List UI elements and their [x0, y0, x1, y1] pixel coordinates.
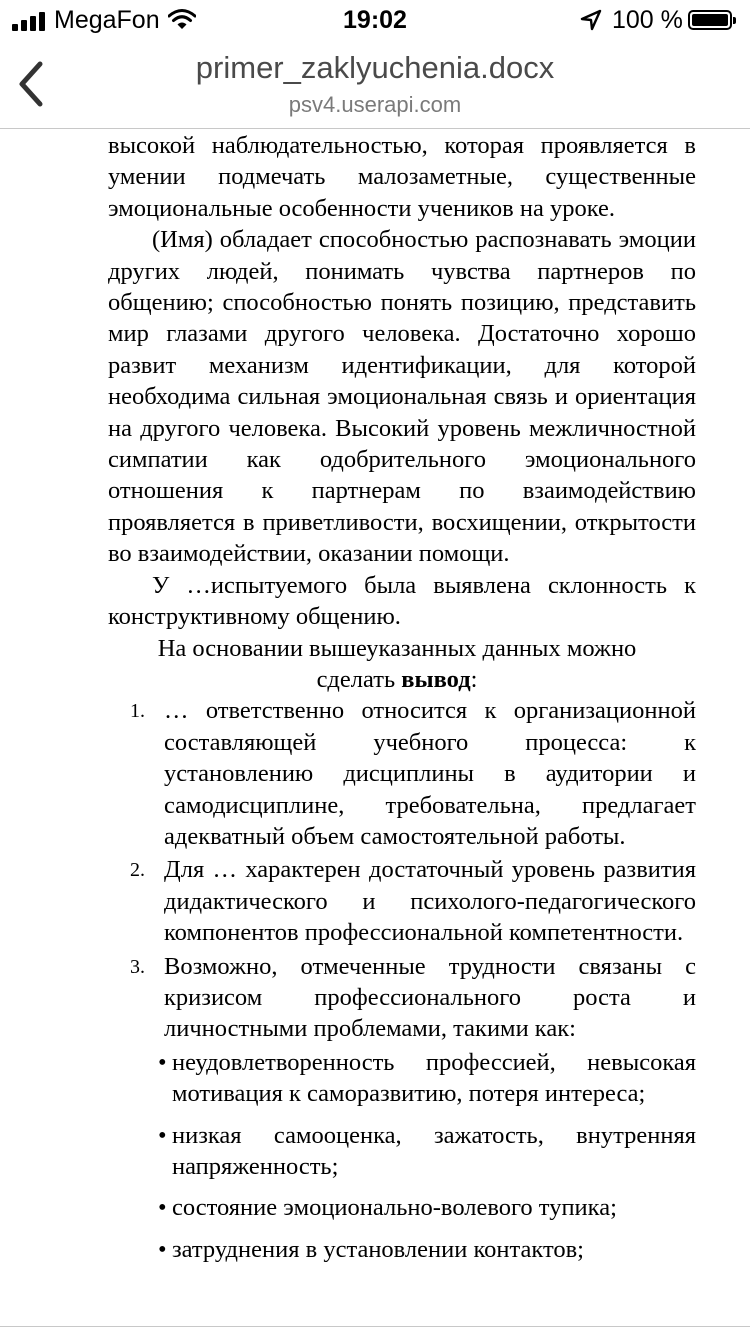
list-number: 2.	[130, 859, 145, 882]
conclusion-suffix: :	[470, 665, 478, 693]
status-bar	[0, 0, 750, 40]
bullet-text: состояние эмоционально-волевого тупика;	[172, 1194, 617, 1222]
bullet-icon: •	[158, 1235, 167, 1263]
list-item-text: Возможно, отмеченные трудности связаны с кризисом профессионального роста и личностными проблемами, такими как:	[164, 952, 696, 1043]
list-item-text: … ответственно относится к организационной составляющей учебного процесса: к установлению дисциплины в аудитории и самодисциплине, требовательна, предлагает адекватный объем самостоятельной работы.	[164, 697, 696, 850]
paragraph: (Имя) обладает способностью распознавать эмоции других людей, понимать чувства партнеров по общению; способностью понять позицию, представить мир глазами другого человека. Достаточно хорошо развит механизм идентификации, для которой необходима сильная эмоциональная связь и ориентация на другого человека. Высокий уровень межличностной симпатии как одобрительного эмоционального отношения к партнерам по взаимодействию проявляется в приветливости, восхищении, открытости во взаимодействии, оказании помощи.	[108, 226, 696, 568]
carrier-name: MegaFon	[54, 6, 160, 34]
bullet-icon: •	[158, 1121, 167, 1149]
list-item	[108, 951, 696, 1045]
paragraph: У …испытуемого была выявлена склонность к конструктивному общению.	[108, 571, 696, 631]
bullet-text: низкая самооценка, зажатость, внутренняя напряженность;	[172, 1121, 696, 1180]
bullet-text: затруднения в установлении контактов;	[172, 1235, 584, 1263]
list-number: 3.	[130, 955, 145, 978]
bullet-item	[108, 1047, 696, 1110]
conclusion-prefix: сделать	[316, 665, 402, 693]
bottom-divider	[0, 1326, 750, 1327]
document-title: primer_zaklyuchenia.docx	[195, 50, 555, 85]
conclusion-bold: вывод	[401, 665, 471, 693]
location-arrow-icon	[580, 9, 602, 31]
paragraph: высокой наблюдательностью, которая проявляется в умении подмечать малозаметные, существенные эмоциональные особенности учеников на уроке.	[108, 132, 696, 222]
bullet-item	[108, 1120, 696, 1183]
bullet-icon: •	[158, 1048, 167, 1076]
list-item-text: Для … характерен достаточный уровень развития дидактического и психолого-педагогического компонентов профессиональной компетентности.	[164, 856, 696, 947]
numbered-list	[108, 695, 696, 1044]
battery-icon	[688, 10, 732, 30]
list-item	[108, 854, 696, 948]
document-header	[0, 40, 750, 129]
conclusion-line: На основании вышеуказанных данных можно	[157, 634, 637, 662]
list-item	[108, 695, 696, 852]
conclusion-heading	[108, 633, 696, 696]
bullet-icon: •	[158, 1194, 167, 1222]
bullet-list	[108, 1047, 696, 1265]
document-content	[108, 130, 696, 1326]
battery-percentage: 100 %	[612, 6, 683, 34]
bullet-text: неудовлетворенность профессией, невысокая мотивация к саморазвитию, потеря интереса;	[172, 1048, 696, 1108]
document-host: psv4.userapi.com	[288, 92, 462, 117]
clock: 19:02	[343, 6, 407, 34]
bullet-item	[108, 1192, 696, 1223]
bullet-item	[108, 1234, 696, 1265]
list-number: 1.	[130, 700, 145, 723]
